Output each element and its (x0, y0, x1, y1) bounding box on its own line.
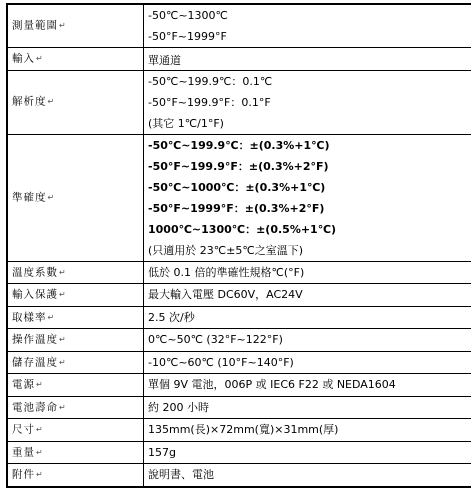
value-line: -10℃~60℃ (10°F~140°F) (148, 355, 294, 369)
value-line: 說明書、電池 (148, 468, 214, 482)
row-label: 附件↵ (7, 464, 144, 487)
row-label: 電池壽命↵ (7, 396, 144, 419)
value-line: -50°F~199.9°F：0.1°F (148, 95, 271, 109)
row-label: 準確度↵ (7, 134, 144, 261)
row-label: 測量範圍↵ (7, 4, 144, 48)
value-line: 2.5 次/秒 (148, 310, 195, 324)
table-row-sampling-rate (7, 306, 471, 329)
table-row-resolution (7, 70, 471, 134)
row-label: 操作溫度↵ (7, 329, 144, 352)
row-label: 電源↵ (7, 374, 144, 397)
row-value (144, 284, 471, 307)
row-value (144, 48, 471, 71)
value-line: 單通道 (148, 53, 181, 67)
row-value (144, 396, 471, 419)
spec-table (6, 3, 471, 488)
row-value (144, 70, 471, 134)
value-line: 157g (148, 445, 176, 459)
value-line: (其它 1℃/1°F) (148, 116, 224, 130)
row-label: 輸入保護↵ (7, 284, 144, 307)
row-value (144, 374, 471, 397)
table-row-accessories (7, 464, 471, 487)
row-value (144, 4, 471, 48)
table-row-battery-life (7, 396, 471, 419)
row-label: 解析度↵ (7, 70, 144, 134)
value-line: 單個 9V 電池，006P 或 IEC6 F22 或 NEDA1604 (148, 378, 396, 392)
value-line: 約 200 小時 (148, 400, 209, 414)
table-row-power (7, 374, 471, 397)
value-line: -50°F~199.9°F：±(0.3%+2°F) (148, 159, 329, 173)
row-value (144, 261, 471, 284)
table-row-temp-coefficient (7, 261, 471, 284)
table-row-accuracy (7, 134, 471, 261)
row-label: 尺寸↵ (7, 419, 144, 442)
value-line: -50℃~1300℃ (148, 9, 228, 22)
value-line: -50℃~199.9℃：±(0.3%+1℃) (148, 138, 330, 152)
value-line: 最大輸入電壓 DC60V，AC24V (148, 288, 303, 302)
value-line: 1000℃~1300℃：±(0.5%+1℃) (148, 222, 337, 236)
table-row-measure-range (7, 4, 471, 48)
row-value (144, 419, 471, 442)
row-value (144, 464, 471, 487)
table-row-dimensions (7, 419, 471, 442)
value-line: 0℃~50℃ (32°F~122°F) (148, 333, 283, 347)
row-value (144, 329, 471, 352)
value-line: -50°F~1999°F：±(0.3%+2°F) (148, 201, 325, 215)
value-line: -50℃~199.9℃：0.1℃ (148, 74, 273, 88)
row-value (144, 441, 471, 464)
value-line: 低於 0.1 倍的準確性規格℃(°F) (148, 265, 305, 279)
table-row-storage-temp (7, 351, 471, 374)
table-row-operating-temp (7, 329, 471, 352)
row-value (144, 351, 471, 374)
row-label: 溫度系數↵ (7, 261, 144, 284)
value-line: -50℃~1000℃：±(0.3%+1℃) (148, 180, 326, 194)
value-line: (只適用於 23℃±5℃之室溫下) (148, 243, 303, 257)
row-value (144, 306, 471, 329)
table-row-input (7, 48, 471, 71)
row-label: 取樣率↵ (7, 306, 144, 329)
value-line: 135mm(長)×72mm(寬)×31mm(厚) (148, 423, 339, 437)
table-row-input-protection (7, 284, 471, 307)
row-label: 儲存溫度↵ (7, 351, 144, 374)
row-value (144, 134, 471, 261)
table-row-weight (7, 441, 471, 464)
value-line: -50°F~1999°F (148, 30, 227, 43)
row-label: 輸入↵ (7, 48, 144, 71)
row-label: 重量↵ (7, 441, 144, 464)
